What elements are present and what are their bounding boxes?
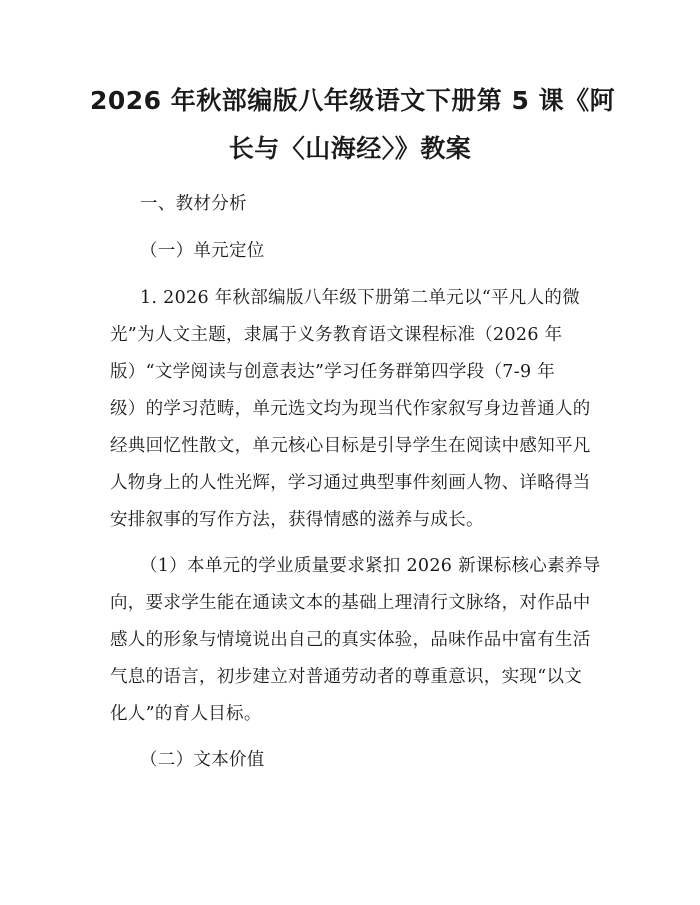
document-title-line-1: 2026 年秋部编版八年级语文下册第 5 课《阿: [90, 86, 616, 115]
subsection-heading-text-value: （二）文本价值: [140, 750, 265, 770]
paragraph-2-line: （1）本单元的学业质量要求紧扣 2026 新课标核心素养导: [140, 556, 601, 576]
paragraph-1-line: 安排叙事的写作方法，获得情感的滋养与成长。: [110, 510, 484, 530]
document-title-line-2: 长与〈山海经〉》教案: [228, 134, 472, 163]
paragraph-1-line: 光”为人文主题，隶属于义务教育语文课程标准（2026 年: [110, 325, 563, 345]
paragraph-2-line: 向，要求学生能在通读文本的基础上理清行文脉络，对作品中: [110, 593, 591, 613]
paragraph-1-line: 版）“文学阅读与创意表达”学习任务群第四学段（7-9 年: [110, 362, 556, 382]
section-heading-textbook-analysis: 一、教材分析: [140, 194, 247, 214]
paragraph-2-line: 感人的形象与情境说出自己的真实体验，品味作品中富有生活: [110, 630, 591, 650]
paragraph-1-line: 1. 2026 年秋部编版八年级下册第二单元以“平凡人的微: [140, 288, 581, 308]
paragraph-2-line: 化人”的育人目标。: [110, 704, 262, 724]
paragraph-2-line: 气息的语言，初步建立对普通劳动者的尊重意识，实现“以文: [110, 667, 583, 687]
paragraph-1-line: 人物身上的人性光辉，学习通过典型事件刻画人物、详略得当: [110, 473, 591, 493]
paragraph-1-line: 级）的学习范畴，单元选文均为现当代作家叙写身边普通人的: [110, 399, 591, 419]
paragraph-1-line: 经典回忆性散文，单元核心目标是引导学生在阅读中感知平凡: [110, 436, 591, 456]
subsection-heading-unit-positioning: （一）单元定位: [140, 241, 265, 261]
